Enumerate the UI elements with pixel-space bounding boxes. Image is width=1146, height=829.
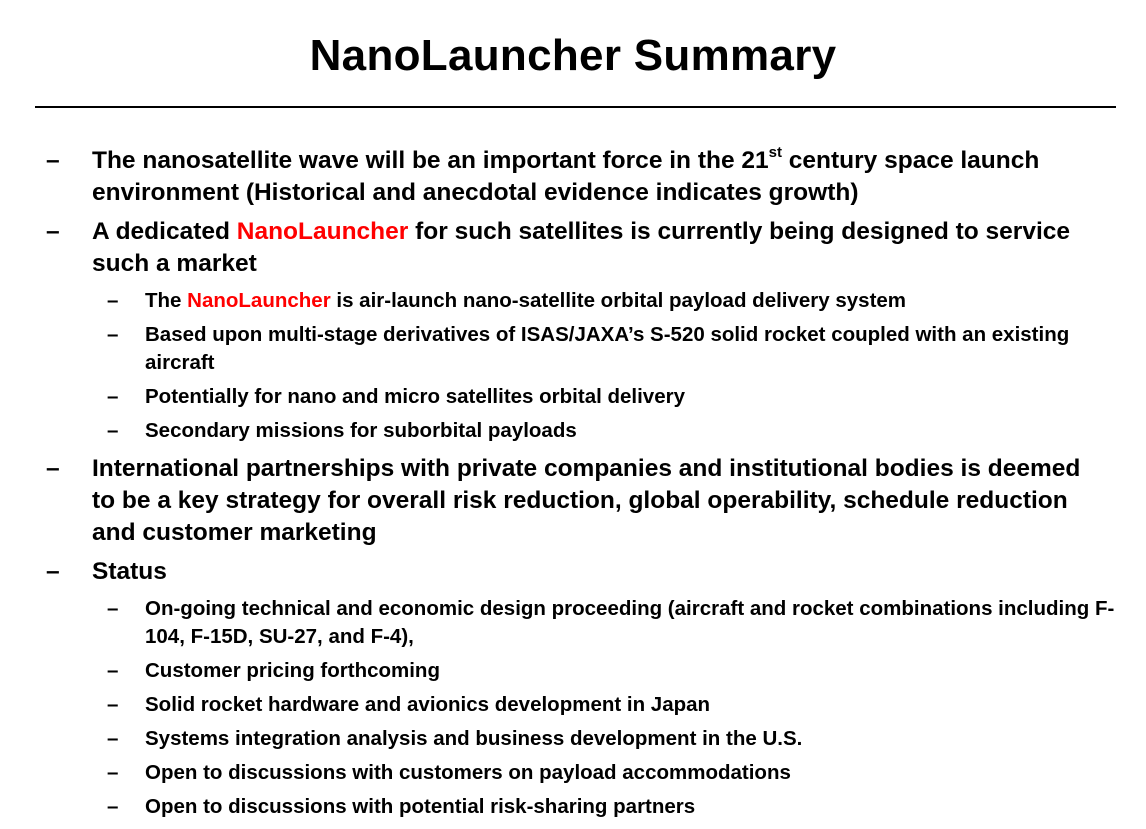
sub-bullet-text: On-going technical and economic design proceeding (aircraft and rocket combinations including F-104, F-15D, SU-27, and F-4), xyxy=(145,597,1115,648)
sub-bullet-text: Based upon multi-stage derivatives of ISAS/JAXA’s S-520 solid rocket coupled with an existing aircraft xyxy=(145,323,1070,374)
sub-bullet-risk-sharing xyxy=(0,793,1146,821)
sub-bullet-dash: – xyxy=(107,419,119,442)
bullet-text: International partnerships with private companies and institutional bodies is deemed to be a key strategy for overall risk reduction, global operability, schedule reduction and customer marketing xyxy=(92,455,1081,546)
bullet-international-partnerships xyxy=(0,453,1146,549)
sub-bullet-suborbital xyxy=(0,417,1146,445)
bullet-status xyxy=(0,556,1146,588)
sub-bullet-s520-derivatives xyxy=(0,321,1146,377)
bullet-nanosatellite-wave xyxy=(0,145,1146,209)
bullet-text-end: century space launch environment (Historical and anecdotal evidence indicates growth) xyxy=(92,147,1040,206)
bullet-text-start: A dedicated xyxy=(92,218,237,245)
sub-bullet-orbital-delivery xyxy=(0,383,1146,411)
sub-bullet-text-start: The xyxy=(145,289,188,312)
sub-bullet-text xyxy=(145,289,906,312)
sub-bullet-text: Secondary missions for suborbital payloads xyxy=(145,419,577,442)
sub-bullet-dash: – xyxy=(107,761,119,784)
sub-bullet-customer-pricing xyxy=(0,657,1146,685)
sub-bullet-dash: – xyxy=(107,597,119,620)
sub-list-status xyxy=(0,595,1146,821)
sub-bullet-text: Systems integration analysis and business development in the U.S. xyxy=(145,727,803,750)
sub-list-nanolauncher xyxy=(0,287,1146,445)
bullet-text xyxy=(92,218,1070,277)
slide-title: NanoLauncher Summary xyxy=(309,31,837,80)
sub-bullet-dash: – xyxy=(107,727,119,750)
bullet-text-start: The nanosatellite wave will be an important force in the 21 xyxy=(92,147,769,174)
bullet-dash: – xyxy=(46,558,60,585)
bullet-list xyxy=(0,145,1146,829)
bullet-dash: – xyxy=(46,218,60,245)
sub-bullet-dash: – xyxy=(107,289,119,312)
sub-bullet-text: Open to discussions with customers on payload accommodations xyxy=(145,761,791,784)
sub-bullet-text: Potentially for nano and micro satellites orbital delivery xyxy=(145,385,685,408)
bullet-dedicated-nanolauncher xyxy=(0,216,1146,280)
sub-bullet-dash: – xyxy=(107,323,119,346)
bullet-text: Status xyxy=(92,558,167,585)
sub-bullet-text: Open to discussions with potential risk-sharing partners xyxy=(145,795,696,818)
sub-bullet-air-launch xyxy=(0,287,1146,315)
sub-bullet-integration-us xyxy=(0,725,1146,753)
sub-bullet-text: Customer pricing forthcoming xyxy=(145,659,440,682)
sub-bullet-text-end: is air-launch nano-satellite orbital payload delivery system xyxy=(330,289,907,312)
ordinal-suffix: st xyxy=(768,143,782,161)
highlight-nanolauncher: NanoLauncher xyxy=(236,218,409,245)
bullet-text-end: for such satellites is currently being designed to service such a market xyxy=(92,218,1071,277)
bullet-dash: – xyxy=(46,147,60,174)
sub-bullet-dash: – xyxy=(107,659,119,682)
sub-bullet-text: Solid rocket hardware and avionics development in Japan xyxy=(145,693,711,716)
highlight-nanolauncher: NanoLauncher xyxy=(187,289,331,312)
sub-bullet-dash: – xyxy=(107,385,119,408)
title-divider xyxy=(35,106,1116,108)
sub-bullet-hardware-japan xyxy=(0,691,1146,719)
bullet-text xyxy=(92,143,1040,206)
bullet-dash: – xyxy=(46,455,60,482)
sub-bullet-design-proceeding xyxy=(0,595,1146,651)
sub-bullet-dash: – xyxy=(107,693,119,716)
sub-bullet-payload-accommodations xyxy=(0,759,1146,787)
sub-bullet-dash: – xyxy=(107,795,119,818)
